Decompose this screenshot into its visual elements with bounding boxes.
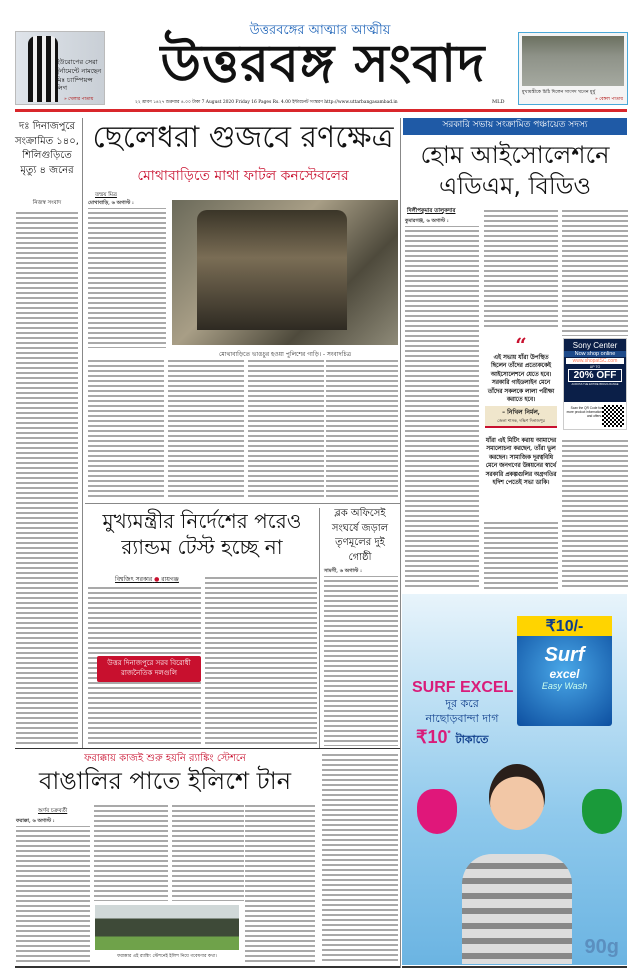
right-promo[interactable] xyxy=(518,32,628,105)
lead-dateline: মোথাবাড়ি, ৬ অগাস্ট : xyxy=(88,200,166,208)
hilsa-body-text xyxy=(172,803,244,901)
surf-pack xyxy=(517,616,612,726)
dateline: ২২ শ্রাবণ ১৪২৭ শুক্রবার ৪.০০ টাকা 7 August 2020 Friday 16 Pages Rs. 4.00 ইন্টারনেট সংস্করণ http://www.uttarbangasambad.in xyxy=(135,100,398,105)
hilsa-body-text xyxy=(16,818,90,964)
promo-photo xyxy=(28,36,58,102)
left-promo[interactable] xyxy=(15,31,105,105)
surf-line1: দূর করে xyxy=(445,697,479,710)
pack-brand2: excel xyxy=(549,667,580,681)
quote-author: – নিখিল নির্মল, xyxy=(502,409,540,417)
left-byline: নিজস্ব সংবাদ xyxy=(32,200,62,206)
byline-name: বিশ্বজিৎ সরকার xyxy=(115,576,153,583)
block-dateline: সামসী, ৬ অগাস্ট : xyxy=(324,568,398,576)
pack-price-tag: ₹10/- xyxy=(517,616,612,636)
surf-excel-ad[interactable] xyxy=(402,594,627,965)
divider xyxy=(85,503,400,504)
lead-byline: তন্ময় মিত্র xyxy=(95,192,117,198)
sony-upto: UP TO xyxy=(589,365,601,369)
right-headline: হোম আইসোলেশনে এডিএম, বিডিও xyxy=(420,141,610,201)
divider xyxy=(400,118,401,968)
pack-brand: Surf xyxy=(544,644,585,666)
right-body-text xyxy=(405,218,479,590)
promo-link[interactable]: » খেলার পাতায় xyxy=(64,97,94,102)
tagline: উত্তরবঙ্গের আত্মার আত্মীয় xyxy=(249,23,391,38)
hilsa-body-text xyxy=(94,803,168,901)
sony-qr-text: Scan the QR Code for more product information and offers. xyxy=(566,406,602,418)
sony-url[interactable]: www.shopatSC.com xyxy=(566,358,624,364)
hilsa-body-text xyxy=(322,752,398,964)
block-body-text xyxy=(324,568,398,746)
hilsa-photo xyxy=(95,905,239,950)
surf-weight: 90g xyxy=(584,936,619,958)
lead-headline: ছেলেধরা গুজবে রণক্ষেত্র xyxy=(92,120,394,155)
left-body-text xyxy=(16,210,78,745)
sony-brand: Sony Center xyxy=(572,341,618,350)
right-body-text xyxy=(562,438,628,590)
hilsa-body-text xyxy=(245,803,315,963)
pink-hand xyxy=(417,789,457,834)
lead-photo xyxy=(172,200,398,345)
newspaper-title: উত্তরবঙ্গ সংবাদ xyxy=(160,34,486,94)
promo-caption: ইউরোপের সেরা টুর্নামেন্টে নামছেন মিঃ চ্যাম্পিয়ন্স লিগ xyxy=(56,58,102,93)
promo-caption: মুখ্যমন্ত্রীকে চিঠি দিলেন সাংসদ খগেন মুর্মু xyxy=(522,90,596,95)
green-hand xyxy=(582,789,622,834)
block-headline: ব্লক অফিসেই সংঘর্ষে জড়াল তৃণমূলের দুই গোষ্ঠী xyxy=(331,508,389,563)
pull-quote xyxy=(485,333,557,428)
hilsa-photo-caption: ফরাক্কার এই র‍্যাঙ্কিং স্টেশনেই ইলিশ নিয়ে গবেষণার কথা। xyxy=(117,954,217,959)
right-dateline: কুমারগঞ্জ, ৬ অগাস্ট : xyxy=(405,218,479,226)
lead-body-text xyxy=(168,358,244,498)
bottom-rule xyxy=(15,966,400,968)
hilsa-byline: অর্ণব চক্রবর্তী xyxy=(38,808,68,814)
divider xyxy=(15,748,400,749)
quote-icon: “ xyxy=(515,333,527,357)
bottom-rule xyxy=(402,966,627,968)
hilsa-headline: বাঙালির পাতে ইলিশে টান xyxy=(38,767,292,795)
qr-code-icon xyxy=(602,405,624,427)
pack-variant: Easy Wash xyxy=(541,681,588,691)
lead-body-text xyxy=(326,358,398,498)
right-byline: দিলীপকুমার তালুকদার xyxy=(407,208,456,214)
surf-line2: নাছোড়বান্দা দাগ xyxy=(425,712,499,725)
masthead-rule xyxy=(15,109,627,112)
test-byline: বিশ্বজিৎ সরকার ● রায়গঞ্জ xyxy=(115,576,179,583)
right-body-text xyxy=(484,208,558,330)
lead-photo-caption: মোথাবাড়িতে ভাঙচুর হওয়া পুলিশের গাড়ি। - সংবাদচিত্র xyxy=(218,351,352,358)
quote-role: জেলা শাসক, দক্ষিণ দিনাজপুর xyxy=(497,418,545,424)
test-headline: মুখ্যমন্ত্রীর নির্দেশের পরেও র‍্যান্ডম টেস্ট হচ্ছে না xyxy=(102,509,302,559)
sony-tag: Now shop online xyxy=(564,351,626,357)
price-suffix: টাকাতে xyxy=(455,734,489,746)
lead-body-text xyxy=(248,358,324,498)
sony-range: ACROSS THE ENTIRE BRAVIA RANGE xyxy=(571,383,619,386)
right-body-text xyxy=(484,520,558,590)
edition: MLD xyxy=(492,99,505,105)
right-banner: সরকারি সভায় সংক্রামিত পঞ্চায়েত সদস্য xyxy=(403,118,627,135)
right-body-text xyxy=(562,208,628,336)
promo-link[interactable]: » বেঙ্গল পাতায় xyxy=(595,97,623,102)
promo-photo xyxy=(522,36,624,86)
byline-place: রায়গঞ্জ xyxy=(161,576,179,583)
lead-subhead: মোথাবাড়িতে মাথা ফাটল কনস্টেবলের xyxy=(137,168,349,184)
quote-text: এই সভায় যাঁরা উপস্থিত ছিলেন তাঁদের প্রত্যেককেই আইসোলেশনে যেতে হবে। সরকারি গাইডলাইন মেনে তাঁদের সকলকে লালা পরীক্ষা করাতে হবে। xyxy=(487,355,555,403)
divider xyxy=(82,118,83,748)
pull-quote: যাঁরা এই মিটিং করায় আমাদের সমালোচনা করছেন, তাঁরা ভুল করছেন। সামাজিক দূরত্ববিধি মেনে জনগণের উন্নয়নের স্বার্থে সরকারি প্রকল্পগুলির অগ্রগতির হদিশ পেতেই সভা ডাকি। xyxy=(485,438,557,486)
price-value: ₹10 xyxy=(416,727,448,747)
hilsa-dateline: ফরাক্কা, ৬ অগাস্ট : xyxy=(16,818,90,826)
sony-ad[interactable] xyxy=(563,338,627,430)
test-highlight-box: উত্তর দিনাজপুরে সরব বিরোধী রাজনৈতিক দলগুলি xyxy=(97,656,201,682)
surf-brand: SURF EXCEL xyxy=(412,679,514,696)
test-body-text xyxy=(205,575,317,745)
divider xyxy=(319,508,320,748)
hilsa-kicker: ফরাক্কায় কাজই শুরু হয়নি র‍্যাঙ্কিং স্টেশনে xyxy=(84,753,246,764)
lead-body-text xyxy=(88,200,166,348)
left-headline: দঃ দিনাজপুরে সংক্রামিত ১৪০, শিলিগুড়িতে মৃত্যু ৪ জনের xyxy=(15,121,79,176)
surf-price: ₹10* টাকাতে xyxy=(416,727,489,747)
lead-body-text xyxy=(88,358,164,498)
sony-offer: 20% OFF xyxy=(568,369,622,382)
child-photo xyxy=(447,764,587,964)
